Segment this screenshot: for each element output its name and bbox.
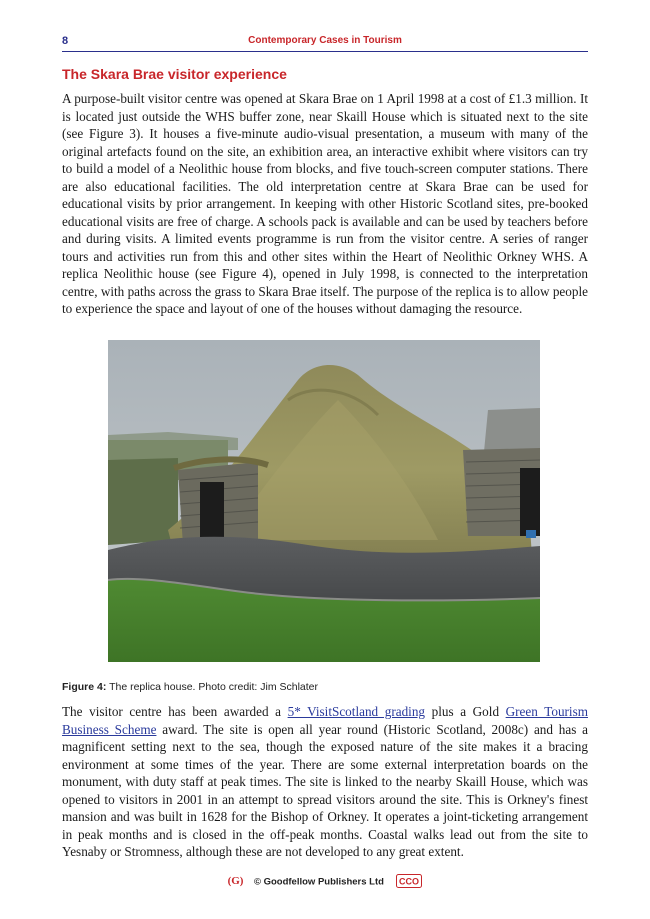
cco-logo-text: CCO — [399, 876, 420, 887]
figure-caption — [62, 681, 318, 693]
header-rule — [62, 51, 588, 52]
page-number: 8 — [62, 35, 69, 47]
body-paragraph-1: A purpose-built visitor centre was opened at Skara Brae on 1 April 1998 at a cost of £1.3 million. It is located just outside the WHS buffer zone, near Skaill House which is situated next to the site (see Figure 3). It houses a five-minute audio-visual presentation, a museum with many of the original artefacts found on the site, an exhibition area, an interactive exhibit where visitors can try to build a model of a Neolithic house from blocks, and five touch-screen computer stations. There are also educational facilities. The old interpretation centre at Skara Brae can be used for educational visits by prior arrangement. In keeping with other Historic Scotland sites, pre-booked educational visits are free of charge. A schools pack is available and can be used by teachers before and during visits. A limited events programme is run from the visitor centre. A series of ranger tours and activities run from this and other sites within the Heart of Neolithic Orkney WHS. A replica Neolithic house (see Figure 4), opened in July 1998, is connected to the interpretation centre, with paths across the grass to Skara Brae itself. The purpose of the replica is to allow people to experience the space and layout of one of the houses without damaging the resource. — [62, 91, 588, 316]
section-title: The Skara Brae visitor experience — [62, 66, 287, 82]
replica-house-illustration — [108, 340, 540, 662]
page-footer — [0, 875, 650, 889]
figure-caption-text: The replica house. Photo credit: Jim Schlater — [106, 681, 319, 693]
figure-label: Figure 4: — [62, 681, 107, 693]
publisher-copyright: © Goodfellow Publishers Ltd — [253, 876, 384, 888]
cco-logo-icon — [396, 874, 422, 888]
goodfellow-g-mark: (G) — [227, 875, 244, 888]
paragraph2-text-1: The visitor centre has been awarded a — [62, 704, 288, 719]
page-header — [62, 35, 588, 51]
figure-photo-replica-house — [108, 340, 540, 662]
body-paragraph-2 — [62, 703, 588, 861]
green-tourism-business-scheme-link[interactable]: Green Tourism Business Scheme — [62, 704, 588, 737]
paragraph2-text-2: plus a Gold — [425, 704, 506, 719]
visitscotland-grading-link[interactable]: 5* VisitScotland grading — [287, 704, 426, 719]
paragraph2-text-3: award. The site is open all year round (Historic Scotland, 2008c) and has a magnificent setting next to the sea, though the exposed nature of the site makes it a bracing environment at some times of the year. There are some external interpretation boards on the monument, with duty staff at peak times. The site is linked to the nearby Skaill House, which was opened to visitors in 2001 in an attempt to spread visitors around the site. This is Orkney's finest mansion and was built in 1628 for the Bishop of Orkney. It operates a joint-ticketing arrangement in peak months and is closed in the off-peak months. Coastal walks lead out from the site to Yesnaby or Stromness, although these are not developed to any great extent. — [62, 721, 588, 859]
running-title: Contemporary Cases in Tourism — [248, 35, 402, 46]
